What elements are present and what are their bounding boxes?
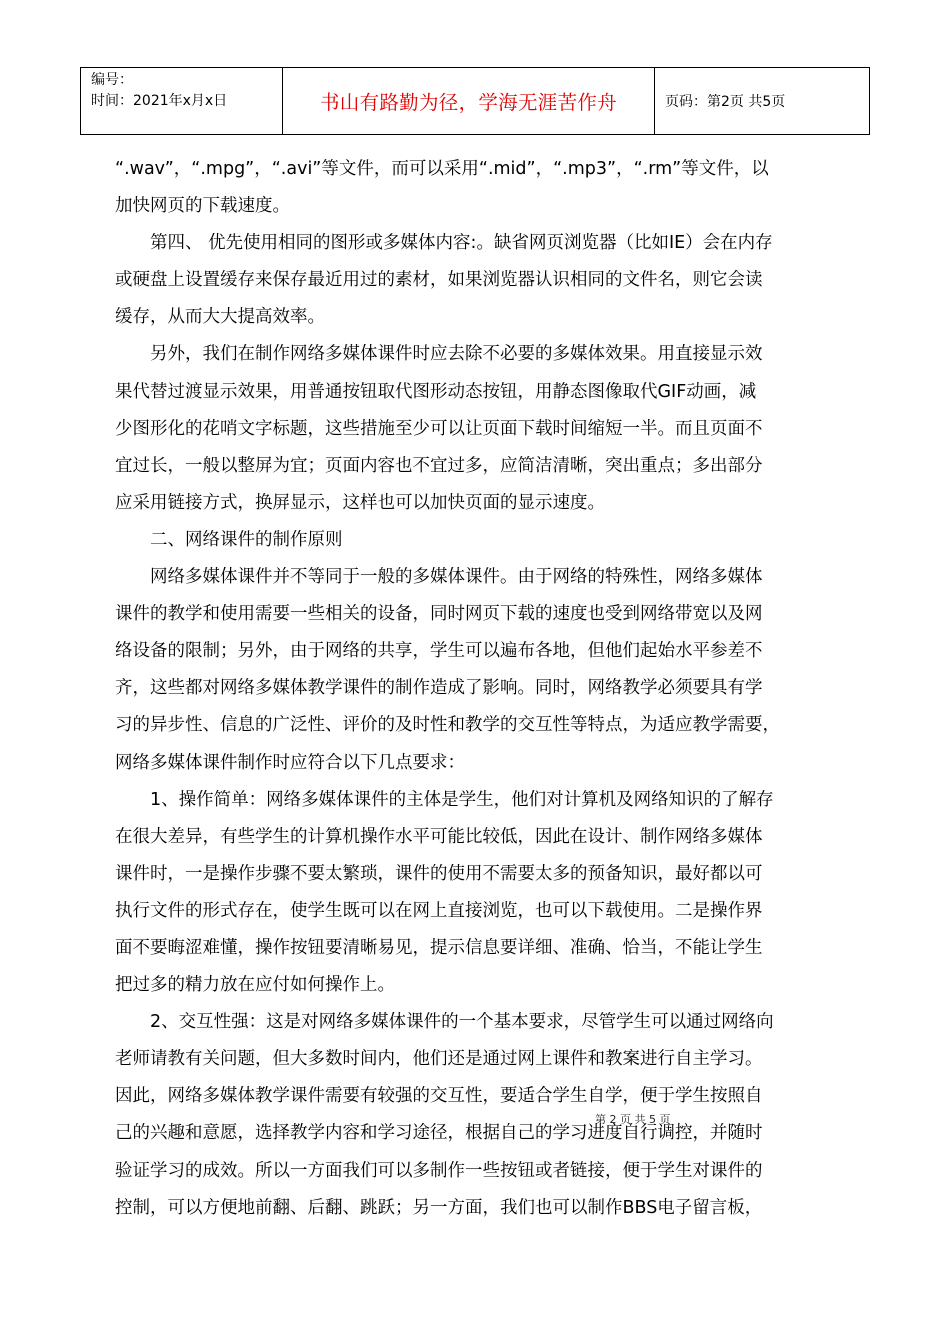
text-line: 老师请教有关问题，但大多数时间内，他们还是通过网上课件和教案进行自主学习。 [115, 1049, 763, 1070]
page-footer: 第 2 页 共 5 页 [595, 1113, 671, 1126]
header-motto-cell [283, 68, 655, 134]
text-line: 另外，我们在制作网络多媒体课件时应去除不必要的多媒体效果。用直接显示效 [115, 344, 763, 365]
document-date-label: 时间：2021年x月x日 [91, 93, 228, 109]
text-line: 习的异步性、信息的广泛性、评价的及时性和教学的交互性等特点，为适应教学需要， [115, 715, 780, 736]
text-line: 齐，这些都对网络多媒体教学课件的制作造成了影响。同时，网络教学必须要具有学 [115, 678, 763, 699]
text-line: 加快网页的下载速度。 [115, 196, 290, 217]
text-line: 1、操作简单：网络多媒体课件的主体是学生，他们对计算机及网络知识的了解存 [115, 789, 774, 810]
text-line: 缓存，从而大大提高效率。 [115, 307, 325, 328]
header-page-info: 页码：第2页 共5页 [665, 94, 786, 110]
text-line: 网络多媒体课件并不等同于一般的多媒体课件。由于网络的特殊性，网络多媒体 [115, 567, 763, 588]
section-heading: 二、网络课件的制作原则 [115, 529, 343, 550]
text-line: “.wav”，“.mpg”，“.avi”等文件，而可以采用“.mid”，“.mp3”，“.rm”等文件，以 [115, 159, 769, 179]
document-header [80, 67, 870, 135]
text-line: 验证学习的成效。所以一方面我们可以多制作一些按钮或者链接，便于学生对课件的 [115, 1160, 763, 1181]
header-motto: 书山有路勤为径，学海无涯苦作舟 [319, 91, 617, 114]
document-body [115, 151, 835, 1227]
text-line: 在很大差异，有些学生的计算机操作水平可能比较低，因此在设计、制作网络多媒体 [115, 826, 763, 847]
text-line: 因此，网络多媒体教学课件需要有较强的交互性，要适合学生自学，便于学生按照自 [115, 1086, 763, 1107]
text-line: 第四、 优先使用相同的图形或多媒体内容:。缺省网页浏览器（比如IE）会在内存 [115, 233, 773, 254]
text-line: 课件的教学和使用需要一些相关的设备，同时网页下载的速度也受到网络带宽以及网 [115, 604, 763, 625]
text-line: 控制，可以方便地前翻、后翻、跳跃；另一方面，我们也可以制作BBS电子留言板， [115, 1197, 763, 1218]
text-line: 少图形化的花哨文字标题，这些措施至少可以让页面下载时间缩短一半。而且页面不 [115, 418, 763, 439]
document-number-label: 编号： [91, 72, 133, 88]
text-line: 执行文件的形式存在，使学生既可以在网上直接浏览，也可以下载使用。二是操作界 [115, 900, 763, 921]
text-line: 网络多媒体课件制作时应符合以下几点要求： [115, 752, 465, 773]
text-line: 课件时，一是操作步骤不要太繁琐，课件的使用不需要太多的预备知识，最好都以可 [115, 863, 763, 884]
text-line: 己的兴趣和意愿，选择教学内容和学习途径，根据自己的学习进度自行调控，并随时 [115, 1123, 763, 1144]
text-line: 宜过长，一般以整屏为宜；页面内容也不宜过多，应简洁清晰，突出重点；多出部分 [115, 455, 763, 476]
text-line: 应采用链接方式，换屏显示，这样也可以加快页面的显示速度。 [115, 492, 605, 513]
text-line: 把过多的精力放在应付如何操作上。 [115, 975, 395, 996]
header-page-cell [655, 68, 869, 134]
text-line: 2、交互性强：这是对网络多媒体课件的一个基本要求，尽管学生可以通过网络向 [115, 1012, 774, 1033]
text-line: 果代替过渡显示效果，用普通按钮取代图形动态按钮，用静态图像取代GIF动画，减 [115, 381, 757, 402]
text-line: 或硬盘上设置缓存来保存最近用过的素材，如果浏览器认识相同的文件名，则它会读 [115, 270, 763, 291]
header-meta-cell [81, 68, 283, 134]
text-line: 络设备的限制；另外，由于网络的共享，学生可以遍布各地，但他们起始水平参差不 [115, 641, 763, 662]
text-line: 面不要晦涩难懂，操作按钮要清晰易见，提示信息要详细、准确、恰当，不能让学生 [115, 937, 763, 958]
